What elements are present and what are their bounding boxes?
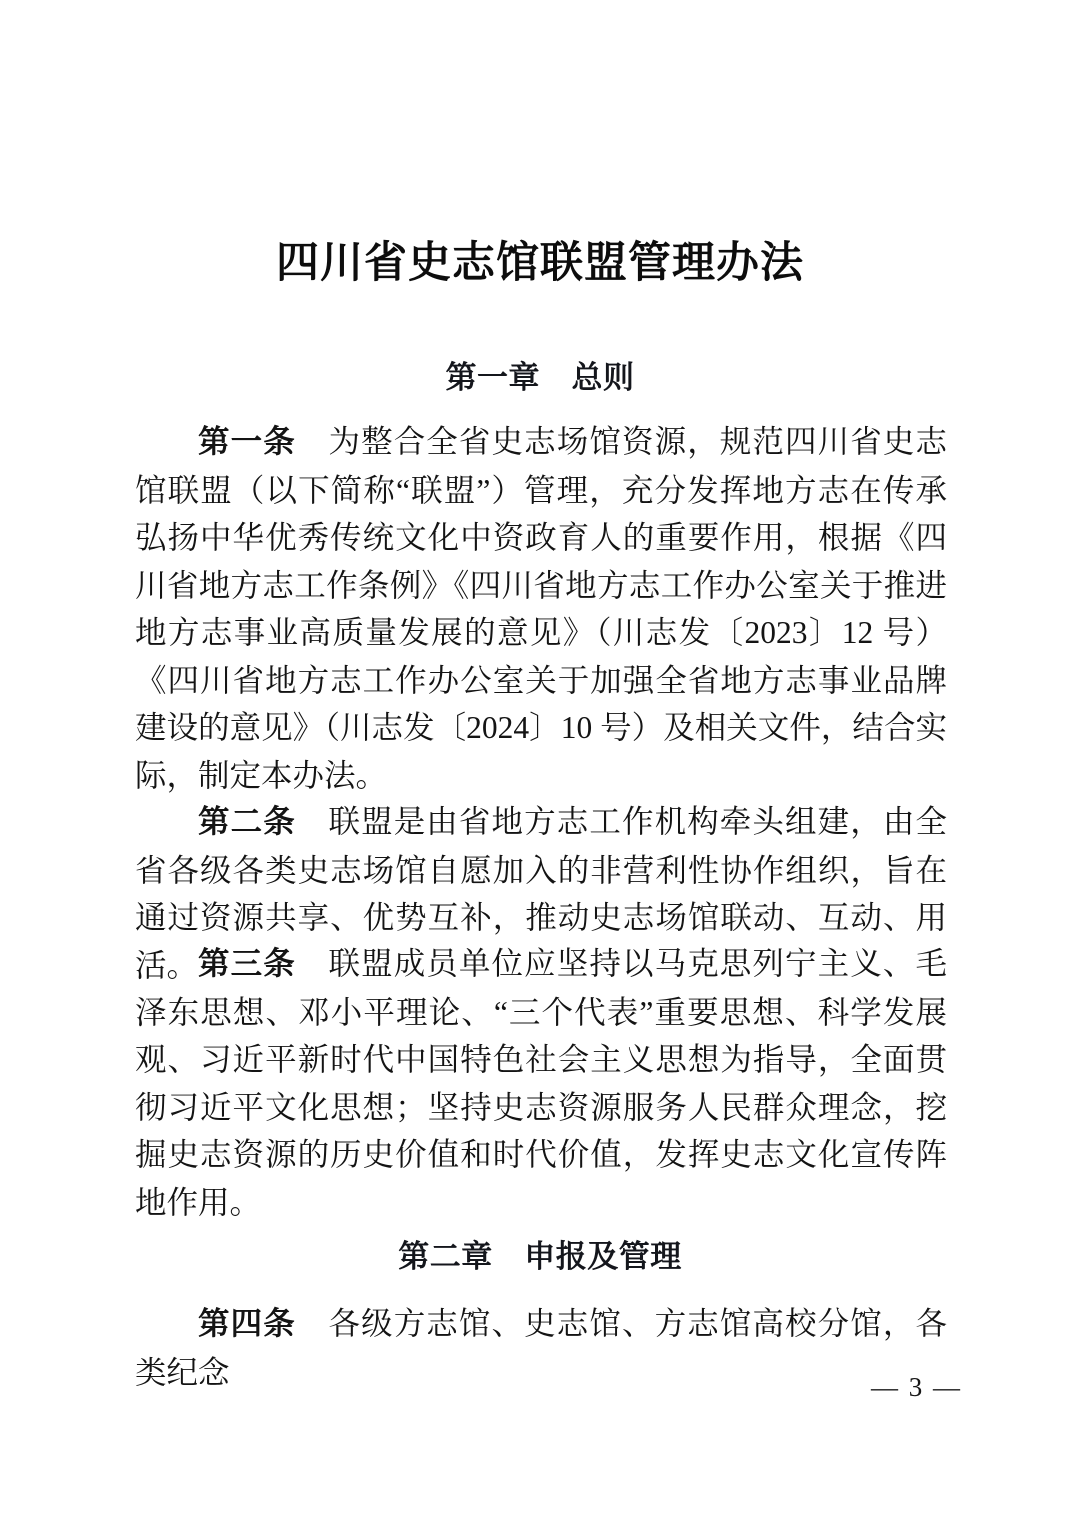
chapter-heading-2: 第二章 申报及管理 xyxy=(398,1238,682,1275)
article-label-4: 第四条 xyxy=(198,1306,296,1342)
page-number: — 3 — xyxy=(871,1372,962,1402)
article-paragraph xyxy=(135,940,947,1226)
chapter-heading-1: 第一章 总则 xyxy=(445,359,635,396)
article-label-3: 第三条 xyxy=(198,946,296,982)
article-text-3: 联盟成员单位应坚持以马克思列宁主义、毛泽东思想、邓小平理论、“三个代表”重要思想、科学发展观、习近平新时代中国特色社会主义思想为指导，全面贯彻习近平文化思想；坚持史志资源服务人民群众理念，挖掘史志资源的历史价值和时代价值，发挥史志文化宣传阵地作用。 xyxy=(135,946,947,1220)
article-label-2: 第二条 xyxy=(198,804,296,840)
article-text-1: 为整合全省史志场馆资源，规范四川省史志馆联盟（以下简称“联盟”）管理，充分发挥地方志在传承弘扬中华优秀传统文化中资政育人的重要作用，根据《四川省地方志工作条例》《四川省地方志工作办公室关于推进地方志事业高质量发展的意见》（川志发〔2023〕12 号）《四川省地方志工作办公室关于加强全省地方志事业品牌建设的意见》（川志发〔2024〕10 号）及相关文件，结合实际，制定本办法。 xyxy=(135,424,947,793)
article-block-1 xyxy=(135,418,947,799)
page-title: 四川省史志馆联盟管理办法 xyxy=(276,237,804,288)
article-text-4: 各级方志馆、史志馆、方志馆高校分馆，各类纪念 xyxy=(135,1306,947,1390)
article-paragraph xyxy=(135,1300,947,1396)
article-text-2: 联盟是由省地方志工作机构牵头组建，由全省各级各类史志场馆自愿加入的非营利性协作组织，旨在通过资源共享、优势互补，推动史志场馆联动、互动、用活。 xyxy=(135,804,947,983)
article-label-1: 第一条 xyxy=(198,424,296,460)
article-block-3 xyxy=(135,940,947,1226)
article-block-4 xyxy=(135,1300,947,1396)
article-paragraph xyxy=(135,418,947,799)
